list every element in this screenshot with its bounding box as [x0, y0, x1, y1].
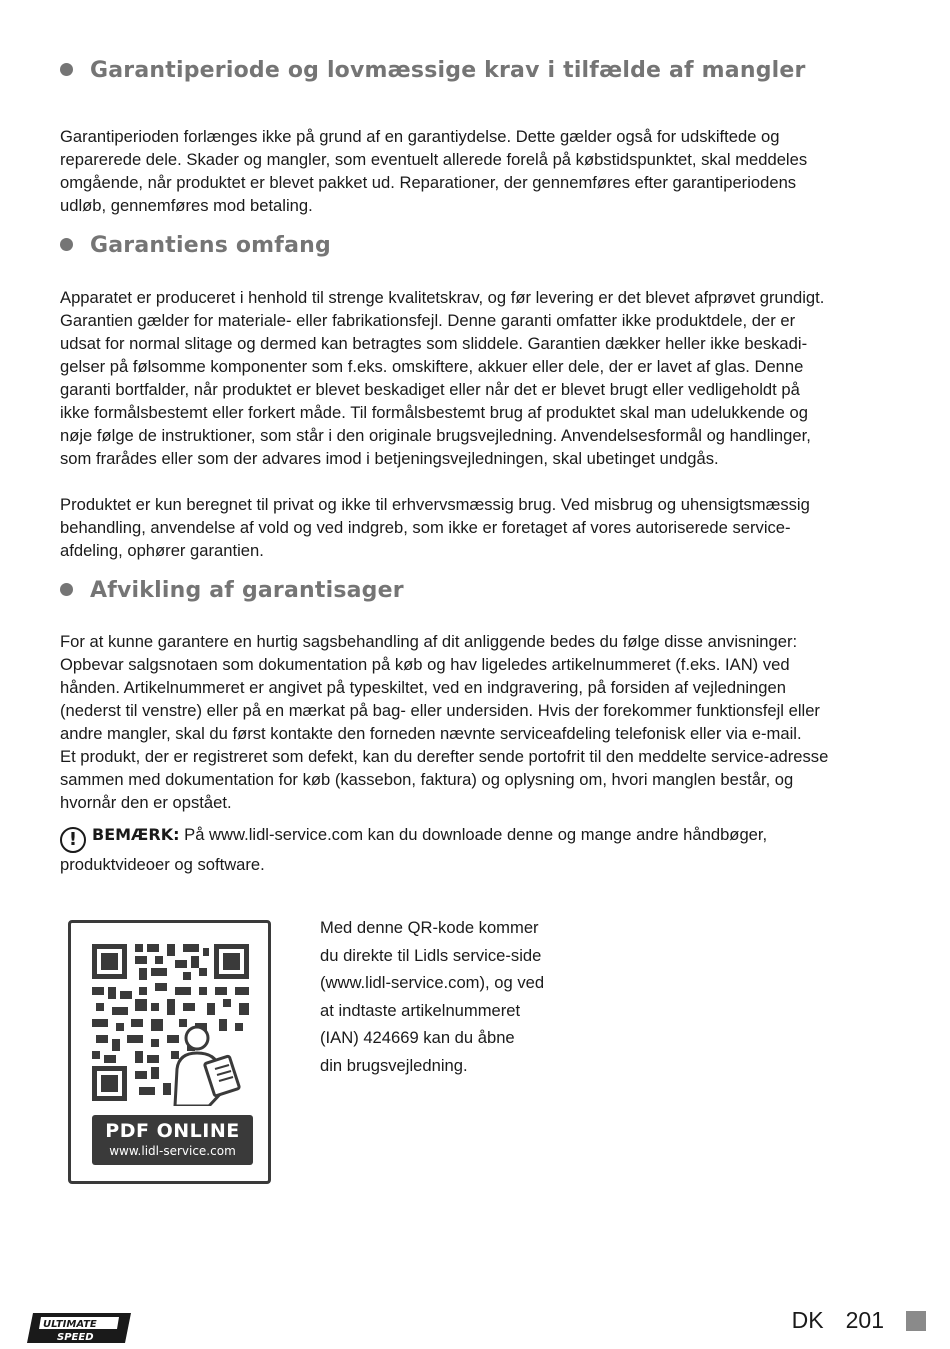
section-heading-warranty-claims: Afvikling af garantisager: [60, 578, 404, 603]
text-line: hvornår den er opstået.: [60, 793, 232, 812]
text-line: som frarådes eller som der advares imod i betjeningsvejledningen, skal ubetinget undgås.: [60, 449, 719, 468]
note-text: På www.lidl-service.com kan du downloade denne og mange andre håndbøger,: [179, 825, 768, 844]
text-line: (nederst til venstre) eller på en mærkat på bag- eller undersiden. Hvis der forekommer funktionsfejl eller: [60, 701, 820, 720]
text-line: afdeling, ophører garantien.: [60, 541, 264, 560]
text-line: hånden. Artikelnummeret er angivet på typeskiltet, ved en indgravering, på forsiden af vejledningen: [60, 678, 786, 697]
text-line: Garantien gælder for materiale- eller fabrikationsfejl. Denne garanti omfatter ikke produktdele, der er: [60, 311, 796, 330]
pdf-online-badge: [92, 1115, 253, 1165]
text-line: ikke formålsbestemt eller forkert måde. Til formålsbestemt brug af produktet skal man udelukkende og: [60, 403, 808, 422]
text-line: Apparatet er produceret i henhold til strenge kvalitetskrav, og før levering er det blevet afprøvet grundigt.: [60, 288, 825, 307]
text-line: udsat for normal slitage og dermed kan betragtes som sliddele. Garantien dækker heller ikke beskadi-: [60, 334, 808, 353]
text-line: garanti bortfalder, når produktet er blevet beskadiget eller når det er blevet brugt eller vedligeholdt på: [60, 380, 800, 399]
note-text: produktvideoer og software.: [60, 855, 265, 874]
text-line: Garantiperioden forlænges ikke på grund af en garantiydelse. Dette gælder også for udskiftede og: [60, 127, 780, 146]
page-marker-square: [906, 1311, 926, 1331]
exclamation-circle-icon: !: [60, 827, 86, 853]
ultimate-speed-logo: [27, 1311, 131, 1345]
qr-description: [320, 914, 620, 1080]
text-line: din brugsvejledning.: [320, 1055, 468, 1075]
text-line: udløb, gennemføres mod betaling.: [60, 196, 313, 215]
paragraph-warranty-scope-2: [60, 493, 900, 562]
text-line: omgående, når produktet er blevet pakket ud. Reparationer, der gennemføres efter garantiperiodens: [60, 173, 797, 192]
note-label: BEMÆRK:: [92, 825, 180, 844]
text-line: (www.lidl-service.com), og ved: [320, 973, 545, 993]
language-code: DK: [791, 1307, 824, 1333]
text-line: Med denne QR-kode kommer: [320, 918, 539, 937]
text-line: at indtaste artikelnummeret: [320, 1000, 521, 1020]
text-line: Opbevar salgsnotaen som dokumentation på køb og hav ligeledes artikelnummeret (f.eks. IAN) ved: [60, 655, 790, 674]
page-number: 201: [845, 1307, 884, 1333]
text-line: Et produkt, der er registreret som defekt, kan du derefter sende portofrit til den meddelte service-adresse: [60, 747, 829, 766]
section-heading-warranty-scope: Garantiens omfang: [60, 233, 331, 258]
section-heading-warranty-period: Garantiperiode og lovmæssige krav i tilfælde af mangler: [60, 58, 806, 83]
svg-text:SPEED: SPEED: [57, 1332, 94, 1343]
bullet-icon: [60, 63, 73, 76]
qr-code-card: [68, 920, 271, 1184]
page-info: [792, 1307, 884, 1334]
note-line: [60, 823, 900, 853]
note-block: [60, 823, 900, 876]
text-line: andre mangler, skal du først kontakte den forneden nævnte serviceafdeling telefonisk eller via e-mail.: [60, 724, 802, 743]
bullet-icon: [60, 583, 73, 596]
pdf-online-title: PDF ONLINE: [105, 1120, 240, 1142]
text-line: reparerede dele. Skader og mangler, som eventuelt allerede forelå på købstidspunktet, skal meddeles: [60, 150, 808, 169]
bullet-icon: [60, 238, 73, 251]
svg-text:ULTIMATE: ULTIMATE: [43, 1319, 97, 1330]
text-line: du direkte til Lidls service-side: [320, 945, 542, 965]
text-line: For at kunne garantere en hurtig sagsbehandling af dit anliggende bedes du følge disse anvisninger:: [60, 632, 798, 651]
text-line: sammen med dokumentation for køb (kassebon, faktura) og oplysning om, hvori manglen består, og: [60, 770, 794, 789]
paragraph-warranty-scope-1: [60, 286, 900, 470]
paragraph-warranty-claims: [60, 630, 900, 814]
text-line: nøje følge de instruktioner, som står i den originale brugsvejledning. Anvendelsesformål og handlinger,: [60, 426, 811, 445]
text-line: behandling, anvendelse af vold og ved indgreb, som ikke er foretaget af vores autoriserede service-: [60, 518, 791, 537]
text-line: (IAN) 424669 kan du åbne: [320, 1028, 515, 1048]
text-line: Produktet er kun beregnet til privat og ikke til erhvervsmæssig brug. Ved misbrug og uhensigtsmæssig: [60, 495, 810, 514]
qr-code-icon: [89, 941, 252, 1106]
text-line: gelser på følsomme komponenter som f.eks. omskiftere, akkuer eller dele, der er lavet af glas. Denne: [60, 357, 804, 376]
pdf-online-url: www.lidl-service.com: [109, 1144, 236, 1158]
paragraph-warranty-period: [60, 125, 900, 217]
